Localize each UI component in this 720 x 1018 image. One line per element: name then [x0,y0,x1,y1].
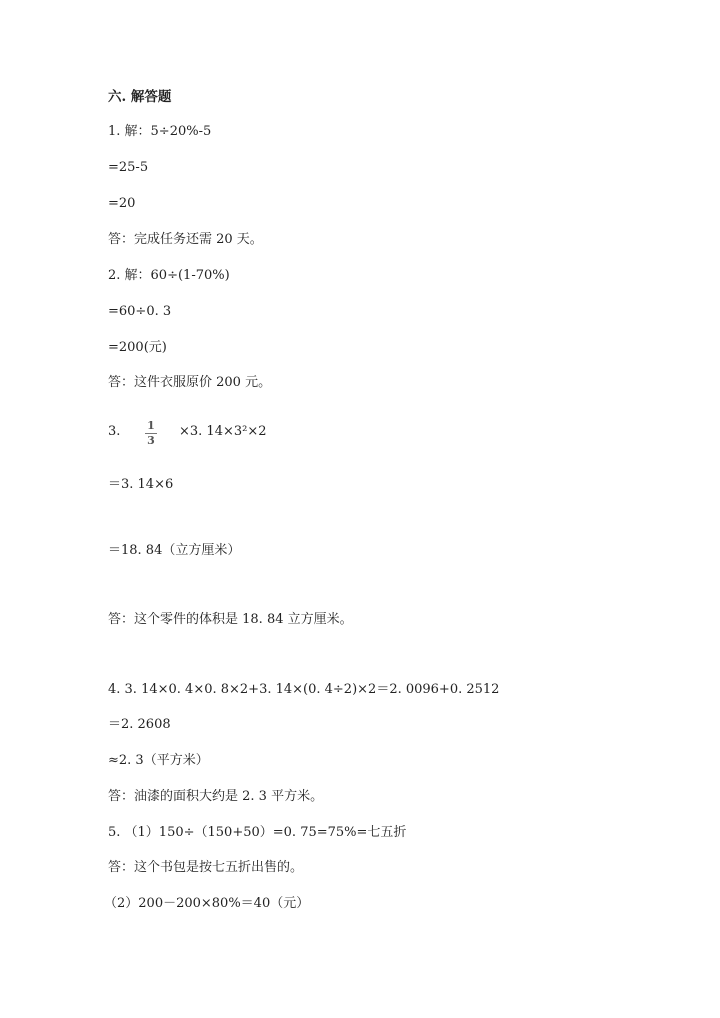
problem-1-step-2: =25-5 [108,160,149,175]
problem-4-step-2: ＝2. 2608 [108,717,171,732]
problem-4-step-3: ≈2. 3（平方米） [108,753,209,768]
problem-3-step-3: ＝18. 84（立方厘米） [108,543,241,558]
problem-3-answer: 答：这个零件的体积是 18. 84 立方厘米。 [108,612,353,627]
problem-3-step-2: ＝3. 14×6 [108,477,174,492]
problem-2-answer: 答：这件衣服原价 200 元。 [108,375,272,390]
problem-5-step-1: 5. （1）150÷（150+50）=0. 75=75%=七五折 [108,825,407,840]
problem-5-step-2: （2）200－200×80%＝40（元） [104,896,310,911]
problem-2-step-3: =200(元) [108,340,167,355]
problem-4-step-1: 4. 3. 14×0. 4×0. 8×2+3. 14×(0. 4÷2)×2＝2. 0096+0. 2512 [108,682,500,697]
problem-4-answer: 答：油漆的面积大约是 2. 3 平方米。 [108,789,324,804]
section-title: 六. 解答题 [108,89,172,105]
problem-2-step-1: 2. 解：60÷(1-70%) [108,268,230,283]
problem-5-answer-1: 答：这个书包是按七五折出售的。 [108,860,304,875]
problem-2-step-2: =60÷0. 3 [108,304,172,319]
fraction-numerator: 1 [147,419,155,432]
problem-3-label: 3. [108,424,121,439]
fraction-denominator: 3 [147,434,155,447]
problem-1-answer: 答：完成任务还需 20 天。 [108,232,263,247]
problem-1-step-1: 1. 解：5÷20%-5 [108,124,212,139]
problem-1-step-3: =20 [108,196,136,211]
problem-3-fraction [145,420,157,447]
problem-3-expression: ×3. 14×3²×2 [179,424,267,439]
